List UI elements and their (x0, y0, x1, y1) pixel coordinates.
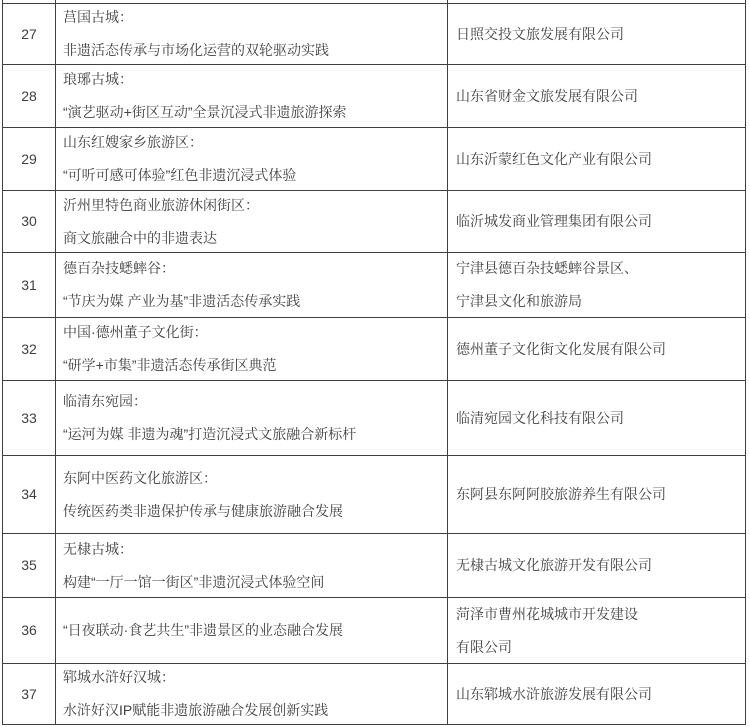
cell-line: 非遗活态传承与市场化运营的双轮驱动实践 (63, 42, 329, 58)
organization-cell (448, 128, 745, 190)
cell-line: 琅琊古城： (63, 71, 133, 87)
cell-line: 德百杂技蟋蟀谷： (63, 260, 175, 276)
cell-line: 无棣古城文化旅游开发有限公司 (456, 557, 652, 573)
cell-line: 宁津县文化和旅游局 (456, 293, 582, 309)
cell-line: “节庆为媒 产业为基”非遗活态传承实践 (63, 293, 301, 309)
project-cell (56, 381, 448, 455)
row-number-cell (3, 381, 56, 455)
cell-line: “研学+市集”非遗活态传承街区典范 (63, 357, 277, 373)
cell-line: 山东沂蒙红色文化产业有限公司 (456, 150, 652, 167)
organization-cell (448, 456, 745, 533)
cell-line: “运河为媒 非遗为魂”打造沉浸式文旅融合新标杆 (63, 426, 357, 442)
row-number: 32 (21, 340, 37, 357)
cell-line: “演艺驱动+街区互动”全景沉浸式非遗旅游探索 (63, 104, 347, 120)
table-row (3, 64, 745, 127)
cell-line: 山东郓城水浒旅游发展有限公司 (456, 685, 652, 702)
cell-line: 宁津县德百杂技蟋蟀谷景区、 (456, 260, 638, 276)
row-number-cell (3, 191, 56, 252)
table-row (3, 380, 745, 455)
organization-cell (448, 0, 745, 3)
project-cell (56, 4, 448, 64)
project-cell (56, 318, 448, 380)
organization-cell (448, 598, 745, 663)
row-number-cell (3, 598, 56, 663)
cell-line: “可听可感可体验”红色非遗沉浸式体验 (63, 167, 297, 183)
organization-cell (448, 318, 745, 380)
row-number: 30 (21, 213, 37, 229)
project-cell (56, 664, 448, 724)
row-number: 36 (21, 622, 37, 638)
table-row (3, 3, 745, 64)
cell-line: 有限公司 (456, 638, 512, 655)
cell-line: 无棣古城： (63, 540, 133, 557)
cell-line: 莒国古城： (63, 9, 133, 25)
table-row (3, 127, 745, 190)
organization-cell (448, 253, 745, 317)
row-number: 29 (21, 150, 37, 167)
row-number-cell (3, 4, 56, 64)
row-number: 34 (21, 486, 37, 502)
organization-cell (448, 191, 745, 252)
row-number: 28 (21, 87, 37, 104)
row-number-cell (3, 128, 56, 190)
table-row (3, 455, 745, 533)
row-number-cell (3, 534, 56, 597)
cell-line: 郓城水浒好汉城： (63, 669, 175, 685)
cell-line: 水浒好汉IP赋能非遗旅游融合发展创新实践 (63, 702, 329, 718)
cell-line: 临清宛园文化科技有限公司 (456, 409, 624, 426)
row-number-cell (3, 0, 56, 3)
organization-cell (448, 65, 745, 127)
table-row (3, 252, 745, 317)
project-cell (56, 128, 448, 190)
row-number-cell (3, 456, 56, 533)
project-cell (56, 598, 448, 663)
cell-line: 临清东宛园： (63, 393, 147, 409)
cell-line: 东阿中医药文化旅游区： (63, 469, 217, 486)
table-row (3, 663, 745, 725)
cell-line: “日夜联动·食艺共生”非遗景区的业态融合发展 (63, 622, 343, 638)
table-row (3, 597, 745, 663)
organization-cell (448, 534, 745, 597)
row-number-cell (3, 664, 56, 724)
table-row (3, 190, 745, 252)
projects-table (2, 0, 746, 725)
cell-line: 山东红嫂家乡旅游区： (63, 134, 203, 150)
cell-line: 临沂城发商业管理集团有限公司 (456, 213, 652, 229)
cell-line: 商文旅融合中的非遗表达 (63, 229, 217, 246)
cell-line: 菏泽市曹州花城城市开发建设 (456, 605, 638, 622)
row-number-cell (3, 253, 56, 317)
organization-cell (448, 664, 745, 724)
organization-cell (448, 381, 745, 455)
project-cell (56, 456, 448, 533)
row-number: 31 (21, 276, 37, 293)
table-row-partial (3, 0, 745, 3)
row-number: 27 (21, 25, 37, 42)
table-row (3, 533, 745, 597)
cell-line: 德州董子文化街文化发展有限公司 (456, 340, 666, 357)
row-number-cell (3, 318, 56, 380)
cell-line: 沂州里特色商业旅游休闲街区： (63, 196, 259, 213)
cell-line: 传统医药类非遗保护传承与健康旅游融合发展 (63, 502, 343, 519)
row-number: 35 (21, 557, 37, 573)
project-cell (56, 0, 448, 3)
row-number-cell (3, 65, 56, 127)
project-cell (56, 534, 448, 597)
cell-line: 日照交投文旅发展有限公司 (456, 25, 624, 42)
project-cell (56, 191, 448, 252)
project-cell (56, 65, 448, 127)
project-cell (56, 253, 448, 317)
organization-cell (448, 4, 745, 64)
cell-line: 东阿县东阿阿胶旅游养生有限公司 (456, 486, 666, 502)
cell-line: 构建“一厅一馆一街区”非遗沉浸式体验空间 (63, 573, 325, 590)
table-row (3, 317, 745, 380)
row-number: 33 (21, 409, 37, 426)
cell-line: 山东省财金文旅发展有限公司 (456, 87, 638, 104)
row-number: 37 (21, 685, 37, 702)
cell-line: 中国·德州董子文化街： (63, 324, 208, 340)
